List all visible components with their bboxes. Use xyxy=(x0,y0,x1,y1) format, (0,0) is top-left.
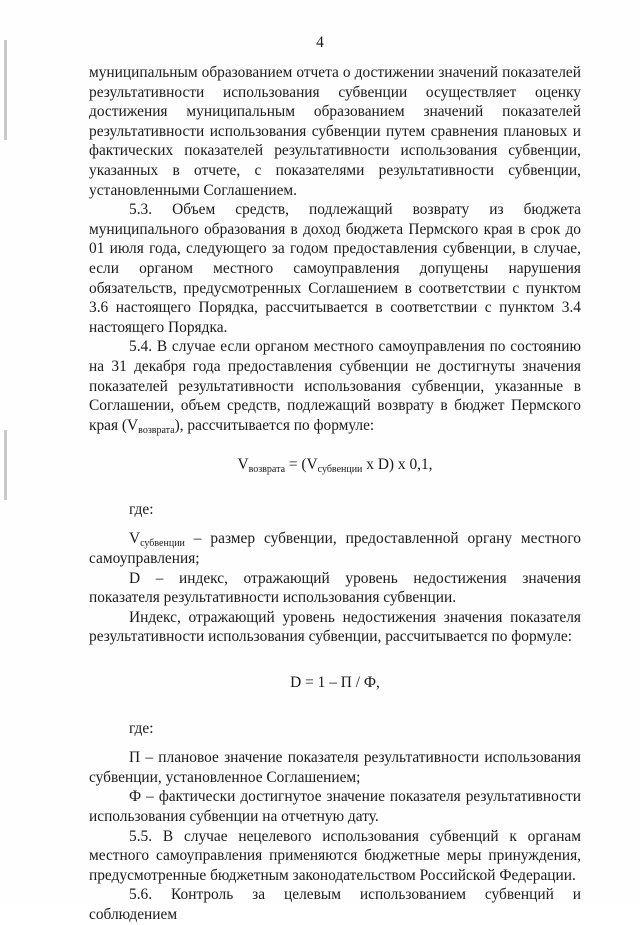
paragraph-5-5: 5.5. В случае нецелевого использования субвенций к органам местного самоуправления применяются бюджетные меры принуждения, предусмотренные бюджетным законодательством Российской Федерации. xyxy=(89,827,581,884)
paragraph-5-6: 5.6. Контроль за целевым использованием субвенций и соблюдением xyxy=(89,886,581,923)
where-label: где: xyxy=(129,500,154,518)
subscript-vozvrata: возврата xyxy=(138,424,175,436)
paragraph-continuation: муниципальным образованием отчета о достижении значений показателей результативности использования субвенции осуществляет оценку достижения муниципальным образованием значений показателей результативности использования субвенции путем сравнения плановых и фактических показателей результативности использования субвенции, указанных в отчете, с показателями результативности субвенции, установленными Соглашением. xyxy=(89,64,581,199)
scan-edge-mark xyxy=(4,430,7,500)
page-number: 4 xyxy=(316,34,324,51)
definition-p: П – плановое значение показателя результативности использования субвенции, установленное Соглашением; xyxy=(89,749,581,786)
scan-edge-mark xyxy=(4,40,7,140)
document-body xyxy=(89,63,581,925)
paragraph-5-4 xyxy=(89,337,581,435)
paragraph-5-4-tail: ), рассчитывается по формуле: xyxy=(174,416,375,434)
definition-v-subvencii: $V_{субвенции}$ – размер субвенции, предоставленной органу местного самоуправления; xyxy=(89,530,581,568)
formula-d: D = 1 – П / Ф, xyxy=(290,674,380,692)
definition-d: D – индекс, отражающий уровень недостижения значения показателя результативности использования субвенции. xyxy=(89,569,581,607)
paragraph-index: Индекс, отражающий уровень недостижения значения показателя результативности использования субвенции, рассчитывается по формуле: xyxy=(89,608,581,646)
paragraph-5-3: 5.3. Объем средств, подлежащий возврату из бюджета муниципального образования в доход бюджета Пермского края в срок до 01 июля года, следующего за годом предоставления субвенции, в случае, если органом местного самоуправления допущены нарушения обязательств, предусмотренных Соглашением в соответствии с пунктом 3.6 настоящего Порядка, рассчитывается в соответствии с пунктом 3.4 настоящего Порядка. xyxy=(89,201,581,336)
formula-v-vozvrata: $V_{возврата} = (V_{субвенции}$ x D) x 0,1, xyxy=(237,456,433,476)
paragraph-5-4-text: 5.4. В случае если органом местного самоуправления по состоянию на 31 декабря года предоставления субвенции не достигнуты значения показателей результативности использования субвенции, указанные в Соглашении, объем средств, подлежащий возврату в бюджет Пермского края (V xyxy=(89,338,581,434)
definition-f: Ф – фактически достигнутое значение показателя результативности использования субвенции на отчетную дату. xyxy=(89,788,581,825)
where-label-2: где: xyxy=(129,719,154,737)
